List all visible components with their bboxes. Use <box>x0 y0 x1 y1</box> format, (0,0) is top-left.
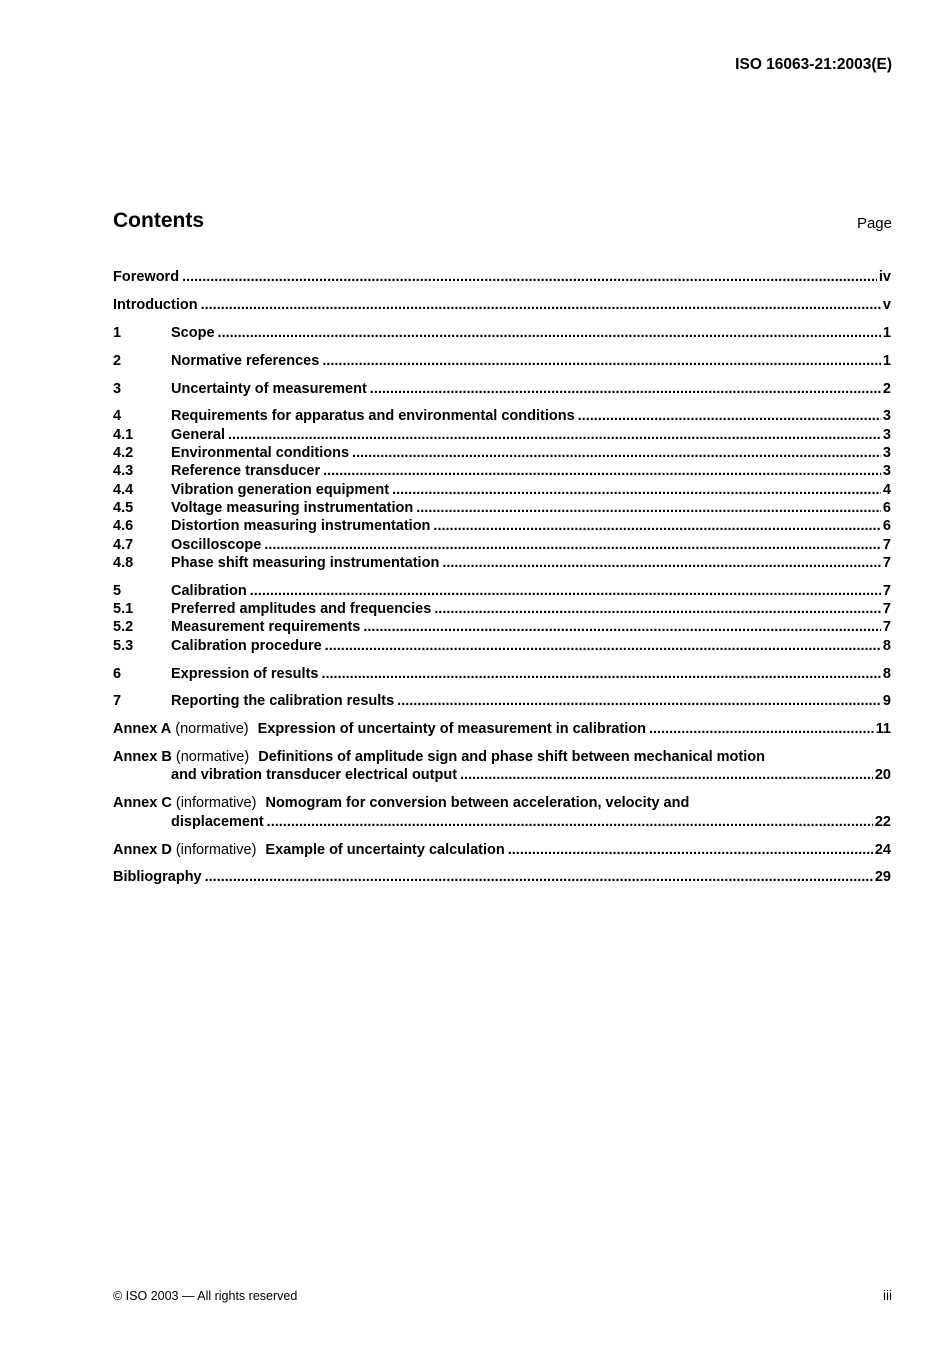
toc-entry-section-4-7[interactable] <box>113 536 891 554</box>
toc-entry-page: 3 <box>882 426 891 443</box>
toc-entry-page: 1 <box>882 352 891 369</box>
toc-entry-section-5-1[interactable] <box>113 600 891 618</box>
dot-leader <box>578 407 881 425</box>
toc-entry-section-4-2[interactable] <box>113 444 891 462</box>
toc-entry-section-6[interactable] <box>113 665 891 683</box>
toc-entry-title: Distortion measuring instrumentation <box>171 518 431 535</box>
footer-copyright: © ISO 2003 — All rights reserved <box>113 1289 298 1303</box>
toc-entry-section-4-5[interactable] <box>113 499 891 517</box>
toc-entry-page: 29 <box>874 869 891 886</box>
toc-entry-page: 9 <box>882 693 891 710</box>
toc-entry-bibliography[interactable] <box>113 868 891 886</box>
document-id: ISO 16063-21:2003(E) <box>735 56 892 73</box>
dot-leader <box>363 618 881 636</box>
dot-leader <box>370 380 881 398</box>
toc-entry-section-4-1[interactable] <box>113 426 891 444</box>
toc-entry-page: 1 <box>882 324 891 341</box>
dot-leader <box>433 517 881 535</box>
toc-entry-page: 22 <box>874 813 891 830</box>
dot-leader <box>392 481 881 499</box>
toc-entry-page: 7 <box>882 536 891 553</box>
toc-entry-annex-b[interactable] <box>113 748 891 785</box>
toc-entry-title: Voltage measuring instrumentation <box>171 499 414 516</box>
toc-entry-section-5-3[interactable] <box>113 637 891 655</box>
toc-entry-number: 4.1 <box>113 426 134 443</box>
toc-entry-title: Reference transducer <box>171 463 321 480</box>
dot-leader <box>352 444 881 462</box>
contents-heading: Contents <box>113 209 204 232</box>
toc-entry-number: 1 <box>113 324 122 341</box>
toc-entry-title: Phase shift measuring instrumentation <box>171 554 440 571</box>
dot-leader <box>460 766 873 784</box>
toc-entry-title: Calibration procedure <box>171 637 322 654</box>
toc-entry-title-line1: Definitions of amplitude sign and phase shift between mechanical motion <box>258 749 765 766</box>
dot-leader <box>649 720 874 738</box>
toc-entry-section-4-8[interactable] <box>113 554 891 572</box>
toc-entry-page: 6 <box>882 518 891 535</box>
toc-entry-annex-d[interactable] <box>113 841 891 859</box>
toc-entry-number: 7 <box>113 693 122 710</box>
toc-entry-page: 6 <box>882 499 891 516</box>
toc-entry-title: Example of uncertainty calculation <box>265 841 505 858</box>
toc-entry-title: Introduction <box>113 296 198 313</box>
toc-entry-page: 7 <box>882 554 891 571</box>
toc-entry-introduction[interactable] <box>113 296 891 314</box>
toc-entry-number: 5.2 <box>113 619 134 636</box>
toc-entry-section-4-6[interactable] <box>113 517 891 535</box>
toc-entry-number: 3 <box>113 380 122 397</box>
toc-entry-page: 24 <box>874 841 891 858</box>
toc-entry-title: Expression of uncertainty of measurement in calibration <box>257 721 646 738</box>
toc-entry-number: 4 <box>113 408 122 425</box>
toc-entry-title-line2: displacement <box>171 813 264 830</box>
dot-leader <box>250 582 881 600</box>
toc-entry-number: 4.5 <box>113 499 134 516</box>
toc-entry-page: 8 <box>882 665 891 682</box>
toc-entry-annex-a[interactable] <box>113 720 891 738</box>
toc-entry-section-5[interactable] <box>113 582 891 600</box>
toc-entry-page: 3 <box>882 463 891 480</box>
toc-entry-number: 5 <box>113 582 122 599</box>
toc-entry-number: 5.1 <box>113 601 134 618</box>
dot-leader <box>416 499 881 517</box>
toc-entry-title: Preferred amplitudes and frequencies <box>171 601 432 618</box>
dot-leader <box>434 600 881 618</box>
toc-entry-number: 2 <box>113 352 122 369</box>
footer-page-number: iii <box>883 1288 892 1303</box>
toc-entry-number: 4.7 <box>113 536 134 553</box>
toc-entry-number: 5.3 <box>113 637 134 654</box>
toc-entry-number: 4.6 <box>113 518 134 535</box>
toc-entry-page: 7 <box>882 601 891 618</box>
dot-leader <box>201 296 881 314</box>
annex-label: Annex D <box>113 841 172 858</box>
toc-entry-section-1[interactable] <box>113 324 891 342</box>
toc-entry-section-4-3[interactable] <box>113 462 891 480</box>
annex-type: (informative) <box>175 795 257 812</box>
toc-entry-page: 2 <box>882 380 891 397</box>
toc-entry-title: Scope <box>171 324 215 341</box>
dot-leader <box>267 813 873 831</box>
toc-entry-title: Requirements for apparatus and environmental conditions <box>171 408 575 425</box>
toc-entry-page: 4 <box>882 481 891 498</box>
toc-entry-number: 4.3 <box>113 463 134 480</box>
toc-entry-section-2[interactable] <box>113 352 891 370</box>
toc-entry-page: 20 <box>874 767 891 784</box>
toc-entry-title: Measurement requirements <box>171 619 361 636</box>
toc-entry-title: Expression of results <box>171 665 319 682</box>
toc-entry-page: 8 <box>882 637 891 654</box>
toc-entry-title: Oscilloscope <box>171 536 262 553</box>
toc-entry-title: Foreword <box>113 269 180 285</box>
toc-entry-number: 6 <box>113 665 122 682</box>
toc-entry-title: Bibliography <box>113 869 202 886</box>
toc-entry-page: 3 <box>882 408 891 425</box>
toc-entry-page: iv <box>878 269 891 285</box>
toc-entry-annex-c[interactable] <box>113 794 891 831</box>
dot-leader <box>322 352 881 370</box>
toc-entry-section-7[interactable] <box>113 692 891 710</box>
toc-entry-page: 3 <box>882 445 891 462</box>
dot-leader <box>264 536 881 554</box>
annex-label: Annex C <box>113 795 172 812</box>
table-of-contents <box>113 268 891 887</box>
toc-entry-title: Normative references <box>171 352 320 369</box>
toc-entry-title: Calibration <box>171 582 247 599</box>
dot-leader <box>218 324 881 342</box>
dot-leader <box>508 841 873 859</box>
toc-entry-page: 7 <box>882 582 891 599</box>
dot-leader <box>442 554 881 572</box>
page-column-label: Page <box>856 215 892 232</box>
toc-entry-number: 4.4 <box>113 481 134 498</box>
toc-entry-page: 7 <box>882 619 891 636</box>
dot-leader <box>228 426 881 444</box>
toc-entry-section-4[interactable] <box>113 407 891 425</box>
toc-entry-title: Uncertainty of measurement <box>171 380 367 397</box>
toc-entry-title: Reporting the calibration results <box>171 693 395 710</box>
toc-entry-section-3[interactable] <box>113 380 891 398</box>
toc-entry-title: Vibration generation equipment <box>171 481 390 498</box>
toc-entry-title: Environmental conditions <box>171 445 350 462</box>
toc-entry-section-5-2[interactable] <box>113 618 891 636</box>
toc-entry-page: 11 <box>875 721 891 738</box>
toc-entry-number: 4.8 <box>113 554 134 571</box>
dot-leader <box>321 665 880 683</box>
dot-leader <box>325 637 881 655</box>
dot-leader <box>397 692 881 710</box>
annex-label: Annex A <box>113 721 172 738</box>
toc-entry-section-4-4[interactable] <box>113 481 891 499</box>
toc-entry-page: v <box>882 296 891 313</box>
dot-leader <box>205 868 873 886</box>
toc-entry-foreword[interactable] <box>113 268 891 286</box>
annex-label: Annex B <box>113 749 172 766</box>
dot-leader <box>182 268 877 286</box>
toc-entry-number: 4.2 <box>113 445 134 462</box>
dot-leader <box>323 462 881 480</box>
toc-entry-title-line1: Nomogram for conversion between acceleration, velocity and <box>265 795 690 812</box>
annex-type: (informative) <box>175 841 257 858</box>
toc-entry-title-line2: and vibration transducer electrical output <box>171 767 458 784</box>
annex-type: (normative) <box>175 749 250 766</box>
annex-type: (normative) <box>175 721 249 738</box>
toc-entry-title: General <box>171 426 225 443</box>
